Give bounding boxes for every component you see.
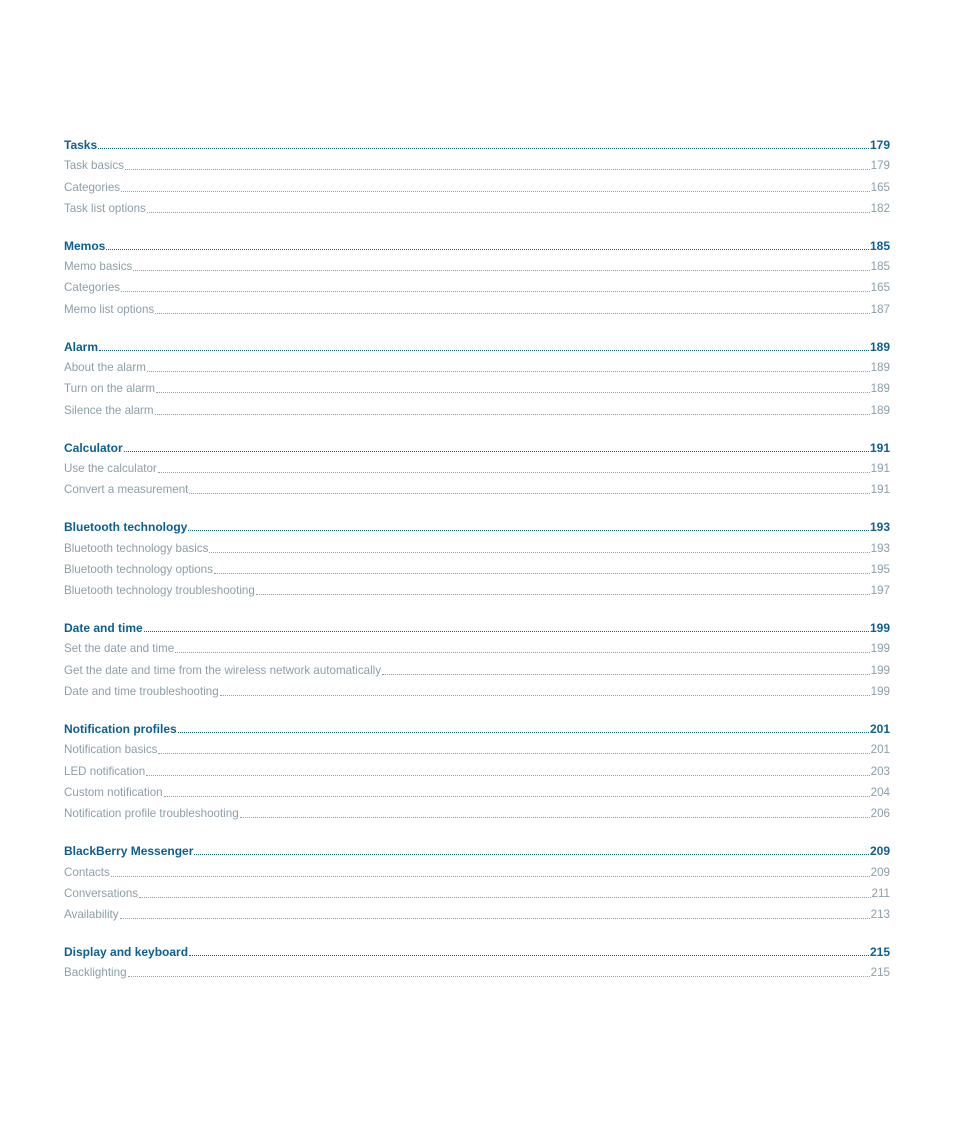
dot-leader — [147, 371, 870, 372]
dot-leader — [178, 732, 869, 733]
topic-label: Bluetooth technology troubleshooting — [64, 584, 255, 598]
page-number: 204 — [870, 785, 890, 799]
toc-entry-memo-list-options[interactable] — [64, 295, 890, 316]
topic-label: About the alarm — [64, 361, 146, 375]
toc-section-notification-profiles — [64, 717, 890, 821]
topic-label: Custom notification — [64, 785, 163, 799]
toc-entry-get-the-date-and-time-from-the-wireless-network-automatically[interactable] — [64, 656, 890, 677]
topic-label: Date and time troubleshooting — [64, 685, 219, 699]
chapter-title: Date and time — [64, 621, 143, 636]
page-number: 195 — [870, 562, 890, 576]
dot-leader — [133, 270, 869, 271]
topic-label: LED notification — [64, 764, 146, 778]
toc-section-blackberry-messenger — [64, 839, 890, 922]
dot-leader — [111, 876, 870, 877]
page-number: 199 — [870, 642, 890, 656]
dot-leader — [99, 350, 869, 351]
dot-leader — [158, 472, 870, 473]
topic-label: Memo basics — [64, 260, 133, 274]
page-number: 191 — [870, 483, 890, 497]
dot-leader — [188, 530, 869, 531]
toc-entry-task-list-options[interactable] — [64, 195, 890, 216]
page-number: 211 — [871, 886, 890, 900]
topic-label: Contacts — [64, 865, 110, 879]
page-number: 179 — [869, 138, 890, 152]
page-number: 203 — [870, 764, 890, 778]
topic-label: Set the date and time — [64, 642, 175, 656]
toc-chapter-calculator[interactable] — [64, 436, 890, 455]
toc-section-display-and-keyboard — [64, 940, 890, 980]
page-number: 191 — [869, 440, 890, 455]
topic-label: Notification basics — [64, 743, 158, 757]
toc-entry-turn-on-the-alarm[interactable] — [64, 375, 890, 396]
page-number: 209 — [869, 844, 890, 859]
dot-leader — [120, 918, 870, 919]
toc-entry-backlighting[interactable] — [64, 959, 890, 980]
dot-leader — [382, 674, 870, 675]
dot-leader — [189, 493, 869, 494]
toc-entry-availability[interactable] — [64, 901, 890, 922]
toc-entry-led-notification[interactable] — [64, 757, 890, 778]
page-number: 165 — [870, 281, 890, 295]
page-number: 189 — [870, 403, 890, 417]
toc-chapter-bluetooth-technology[interactable] — [64, 515, 890, 534]
dot-leader — [156, 392, 870, 393]
dot-leader — [121, 191, 870, 192]
topic-label: Bluetooth technology basics — [64, 541, 209, 555]
page-number: 199 — [870, 663, 890, 677]
toc-section-alarm — [64, 335, 890, 418]
topic-label: Bluetooth technology options — [64, 562, 213, 576]
toc-entry-silence-the-alarm[interactable] — [64, 396, 890, 417]
page-number: 185 — [869, 238, 890, 253]
page-number: 189 — [870, 361, 890, 375]
dot-leader — [256, 594, 870, 595]
toc-chapter-tasks[interactable] — [64, 133, 890, 152]
page-number: 179 — [870, 159, 890, 173]
toc-section-bluetooth-technology — [64, 515, 890, 598]
page-number: 197 — [870, 584, 890, 598]
dot-leader — [125, 169, 870, 170]
page-number: 201 — [869, 722, 890, 737]
toc-chapter-notification-profiles[interactable] — [64, 717, 890, 736]
toc-chapter-date-and-time[interactable] — [64, 616, 890, 635]
toc-chapter-alarm[interactable] — [64, 335, 890, 354]
dot-leader — [147, 212, 870, 213]
page-number: 199 — [869, 621, 890, 636]
toc-section-tasks — [64, 133, 890, 216]
toc-section-calculator — [64, 436, 890, 498]
page-number: 193 — [869, 520, 890, 535]
chapter-title: Notification profiles — [64, 722, 177, 737]
dot-leader — [175, 652, 869, 653]
page-number: 189 — [870, 382, 890, 396]
dot-leader — [220, 695, 870, 696]
toc-entry-bluetooth-technology-basics[interactable] — [64, 534, 890, 555]
topic-label: Task list options — [64, 201, 146, 215]
page-number: 199 — [870, 685, 890, 699]
table-of-contents — [64, 133, 890, 998]
toc-entry-bluetooth-technology-options[interactable] — [64, 556, 890, 577]
topic-label: Task basics — [64, 159, 124, 173]
dot-leader — [209, 552, 869, 553]
dot-leader — [155, 414, 870, 415]
toc-entry-about-the-alarm[interactable] — [64, 354, 890, 375]
page-number: 215 — [869, 945, 890, 960]
toc-entry-categories[interactable] — [64, 173, 890, 194]
toc-entry-notification-profile-troubleshooting[interactable] — [64, 800, 890, 821]
toc-entry-use-the-calculator[interactable] — [64, 455, 890, 476]
chapter-title: Bluetooth technology — [64, 520, 188, 535]
page-number: 185 — [870, 260, 890, 274]
topic-label: Categories — [64, 281, 121, 295]
page-number: 193 — [870, 541, 890, 555]
dot-leader — [164, 796, 870, 797]
dot-leader — [240, 817, 870, 818]
chapter-title: Tasks — [64, 138, 98, 152]
toc-entry-convert-a-measurement[interactable] — [64, 476, 890, 497]
dot-leader — [98, 148, 869, 149]
dot-leader — [121, 291, 870, 292]
toc-entry-memo-basics[interactable] — [64, 253, 890, 274]
page-number: 187 — [870, 302, 890, 316]
dot-leader — [155, 313, 869, 314]
topic-label: Conversations — [64, 886, 139, 900]
toc-entry-contacts[interactable] — [64, 858, 890, 879]
topic-label: Memo list options — [64, 302, 155, 316]
dot-leader — [158, 753, 869, 754]
dot-leader — [139, 897, 870, 898]
toc-entry-custom-notification[interactable] — [64, 779, 890, 800]
topic-label: Silence the alarm — [64, 403, 154, 417]
page-number: 206 — [870, 807, 890, 821]
topic-label: Get the date and time from the wireless network automatically — [64, 663, 382, 677]
toc-entry-notification-basics[interactable] — [64, 736, 890, 757]
dot-leader — [128, 976, 870, 977]
toc-chapter-blackberry-messenger[interactable] — [64, 839, 890, 858]
chapter-title: BlackBerry Messenger — [64, 844, 194, 859]
dot-leader — [194, 854, 869, 855]
toc-entry-categories[interactable] — [64, 274, 890, 295]
topic-label: Turn on the alarm — [64, 382, 156, 396]
dot-leader — [144, 631, 869, 632]
chapter-title: Calculator — [64, 440, 123, 455]
page-number: 191 — [870, 461, 890, 475]
dot-leader — [146, 775, 869, 776]
topic-label: Backlighting — [64, 966, 127, 980]
topic-label: Availability — [64, 908, 119, 922]
topic-label: Notification profile troubleshooting — [64, 807, 239, 821]
topic-label: Convert a measurement — [64, 483, 189, 497]
page-number: 165 — [870, 180, 890, 194]
chapter-title: Memos — [64, 238, 106, 253]
dot-leader — [214, 573, 870, 574]
page-number: 201 — [870, 743, 890, 757]
page-number: 189 — [869, 339, 890, 354]
toc-entry-task-basics[interactable] — [64, 152, 890, 173]
toc-chapter-display-and-keyboard[interactable] — [64, 940, 890, 959]
dot-leader — [106, 249, 869, 250]
page-number: 209 — [870, 865, 890, 879]
page-number: 182 — [870, 201, 890, 215]
page-number: 213 — [870, 908, 890, 922]
topic-label: Categories — [64, 180, 121, 194]
toc-entry-set-the-date-and-time[interactable] — [64, 635, 890, 656]
topic-label: Use the calculator — [64, 461, 157, 475]
chapter-title: Display and keyboard — [64, 945, 189, 960]
chapter-title: Alarm — [64, 339, 99, 354]
dot-leader — [189, 955, 869, 956]
toc-chapter-memos[interactable] — [64, 234, 890, 253]
page-number: 215 — [870, 966, 890, 980]
toc-section-memos — [64, 234, 890, 317]
toc-section-date-and-time — [64, 616, 890, 699]
toc-entry-conversations[interactable] — [64, 880, 890, 901]
toc-entry-bluetooth-technology-troubleshooting[interactable] — [64, 577, 890, 598]
dot-leader — [124, 451, 869, 452]
toc-entry-date-and-time-troubleshooting[interactable] — [64, 678, 890, 699]
